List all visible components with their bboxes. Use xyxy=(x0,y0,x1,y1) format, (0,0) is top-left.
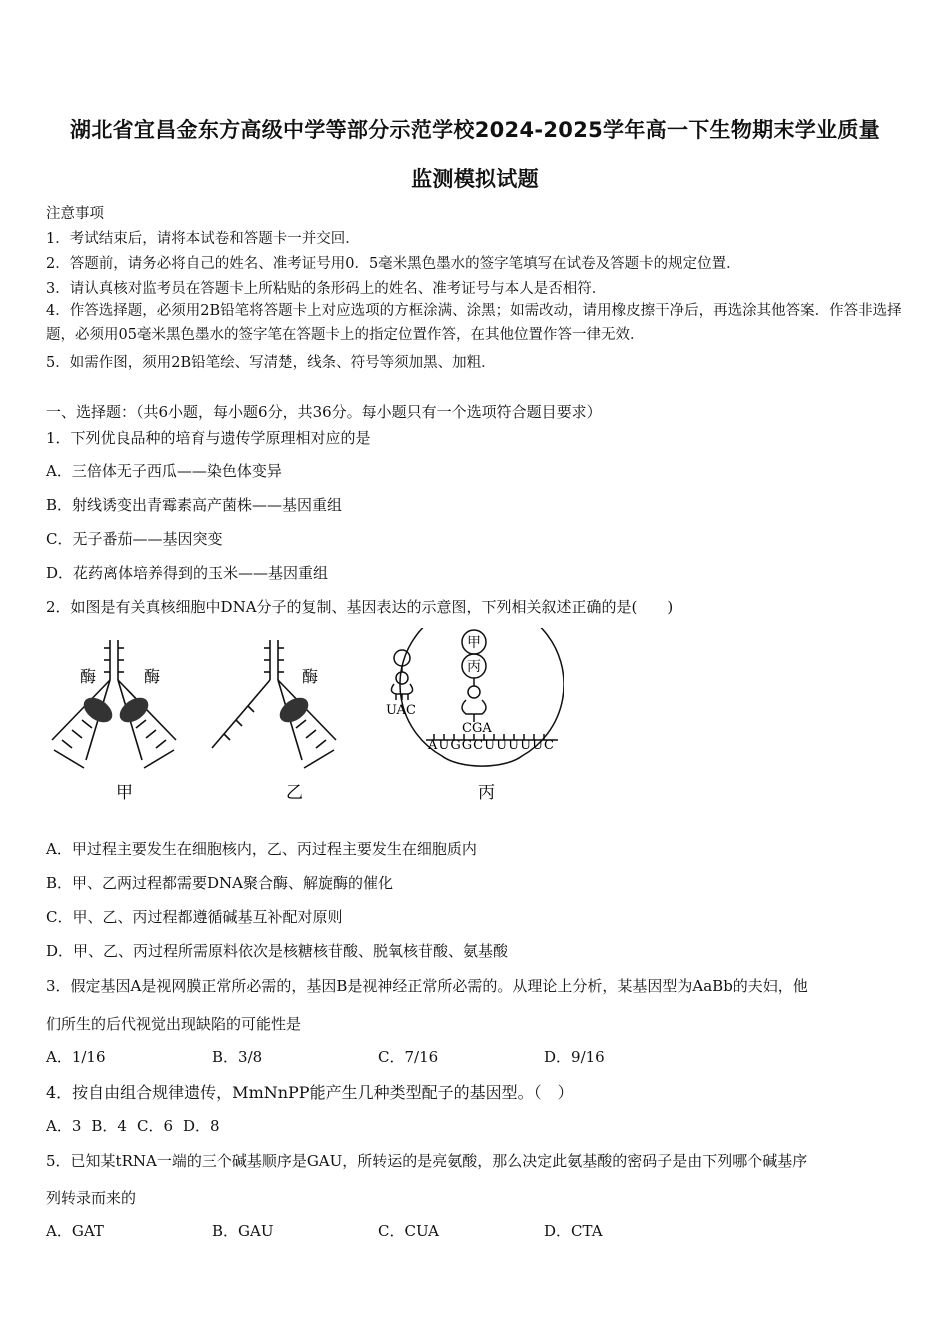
enzyme-label-right: 酶 xyxy=(144,667,161,686)
question-3-option-a: A．1/16 xyxy=(46,1048,106,1066)
question-4-option-d: D．8 xyxy=(183,1117,220,1135)
question-1-stem: 1．下列优良品种的培育与遗传学原理相对应的是 xyxy=(46,429,371,447)
peptide-circle-jia: 甲 xyxy=(467,635,481,651)
question-3-option-b: B．3/8 xyxy=(212,1048,263,1066)
panel-jia-diagram xyxy=(52,640,176,768)
question-2-option-a: A．甲过程主要发生在细胞核内，乙、丙过程主要发生在细胞质内 xyxy=(46,840,477,858)
question-3-stem-line2: 们所生的后代视觉出现缺陷的可能性是 xyxy=(46,1015,302,1033)
question-1-option-d: D．花药离体培养得到的玉米——基因重组 xyxy=(46,564,329,582)
enzyme-label-left: 酶 xyxy=(80,667,97,686)
question-5-option-c: C．CUA xyxy=(378,1222,439,1240)
question-2-stem: 2．如图是有关真核细胞中DNA分子的复制、基因表达的示意图，下列相关叙述正确的是( ) xyxy=(46,598,674,616)
page-title-line1: 湖北省宜昌金东方高级中学等部分示范学校2024-2025学年高一下生物期末学业质量 xyxy=(70,118,880,142)
enzyme-label-yi: 酶 xyxy=(302,667,319,686)
anticodon-uac: UAC xyxy=(386,703,416,718)
question-3-option-d: D．9/16 xyxy=(544,1048,605,1066)
notice-item-1: 1．考试结束后，请将本试卷和答题卡一并交回． xyxy=(46,231,360,247)
panel-yi-diagram xyxy=(212,640,336,768)
question-1-option-c: C．无子番茄——基因突变 xyxy=(46,530,223,548)
section-heading: 一、选择题：（共6小题，每小题6分，共36分。每小题只有一个选项符合题目要求） xyxy=(46,403,602,421)
question-1-option-a: A．三倍体无子西瓜——染色体变异 xyxy=(46,462,282,480)
notice-heading: 注意事项 xyxy=(46,206,104,222)
question-5-stem-line2: 列转录而来的 xyxy=(46,1189,137,1207)
page-title-line2: 监测模拟试题 xyxy=(411,167,539,191)
question-2-option-d: D．甲、乙、丙过程所需原料依次是核糖核苷酸、脱氧核苷酸、氨基酸 xyxy=(46,942,509,960)
question-4-option-b: B．4 xyxy=(91,1117,127,1135)
question-2-option-b: B．甲、乙两过程都需要DNA聚合酶、解旋酶的催化 xyxy=(46,874,394,892)
question-4-options xyxy=(46,1115,220,1136)
mrna-sequence: AUGGCUUUUUC xyxy=(428,738,554,753)
question-2-option-c: C．甲、乙、丙过程都遵循碱基互补配对原则 xyxy=(46,908,343,926)
question-3-option-c: C．7/16 xyxy=(378,1048,439,1066)
notice-item-5: 5．如需作图，须用2B铅笔绘、写清楚，线条、符号等须加黑、加粗． xyxy=(46,355,496,371)
question-5-option-a: A．GAT xyxy=(46,1222,104,1240)
question-5-options xyxy=(46,1220,603,1241)
question-3-stem-line1: 3．假定基因A是视网膜正常所必需的，基因B是视神经正常所必需的。从理论上分析，某基因型为AaBb的夫妇，他 xyxy=(46,977,808,995)
notice-item-4: 4．作答选择题，必须用2B铅笔将答题卡上对应选项的方框涂满、涂黑；如需改动，请用橡皮擦干净后，再选涂其他答案．作答非选择题，必须用05毫米黑色墨水的签字笔在答题卡上的指定位置作答，在其他位置作答一律无效． xyxy=(46,303,902,343)
question-5-option-d: D．CTA xyxy=(544,1222,603,1240)
question-4-stem: 4．按自由组合规律遗传，MmNnPP能产生几种类型配子的基因型。（ ） xyxy=(46,1083,574,1102)
panel-jia-label: 甲 xyxy=(116,783,133,803)
question-4-option-a: A．3 xyxy=(46,1117,82,1135)
notice-item-3: 3．请认真核对监考员在答题卡上所粘贴的条形码上的姓名、准考证号与本人是否相符． xyxy=(46,281,607,297)
notice-item-2: 2．答题前，请务必将自己的姓名、准考证号用0．5毫米黑色墨水的签字笔填写在试卷及答题卡的规定位置． xyxy=(46,256,741,272)
question-5-option-b: B．GAU xyxy=(212,1222,274,1240)
peptide-circle-bing: 丙 xyxy=(467,659,481,675)
question-3-options xyxy=(46,1046,605,1067)
dna-replication-expression-figure xyxy=(44,628,564,806)
panel-bing-label: 丙 xyxy=(478,783,495,803)
question-5-stem-line1: 5．已知某tRNA一端的三个碱基顺序是GAU，所转运的是亮氨酸，那么决定此氨基酸的密码子是由下列哪个碱基序 xyxy=(46,1152,808,1170)
anticodon-cga: CGA xyxy=(462,721,492,736)
question-4-option-c: C．6 xyxy=(136,1117,173,1135)
panel-yi-label: 乙 xyxy=(286,783,303,803)
question-1-option-b: B．射线诱变出青霉素高产菌株——基因重组 xyxy=(46,496,343,514)
